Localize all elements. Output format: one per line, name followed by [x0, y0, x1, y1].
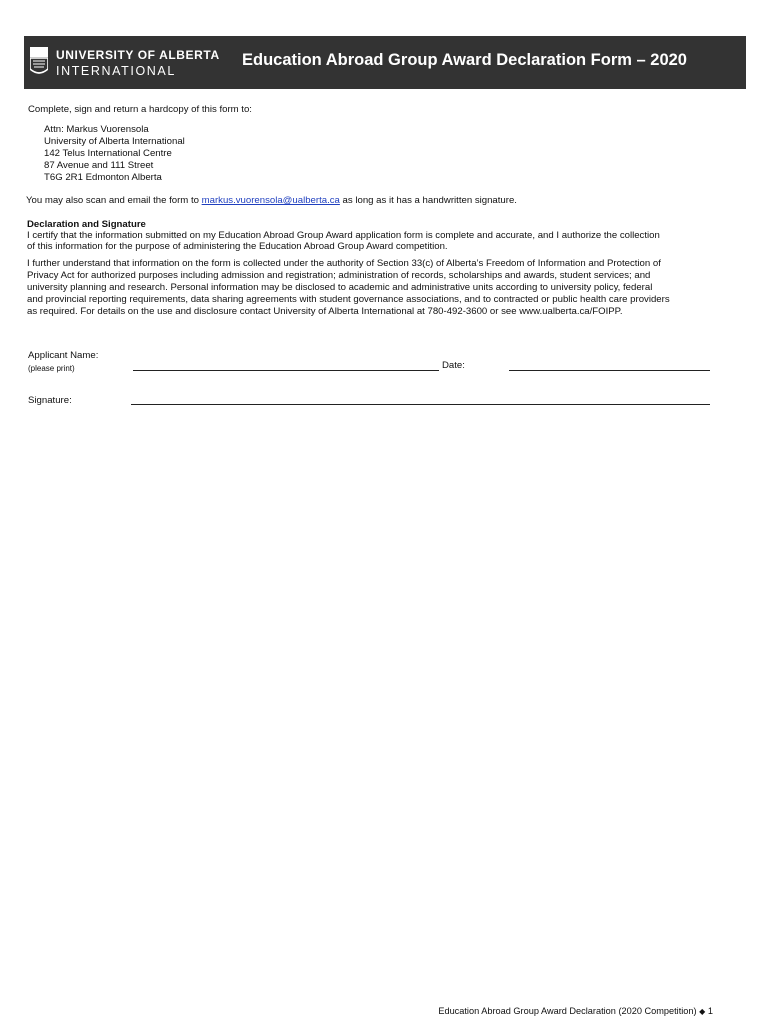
logo-text-university: UNIVERSITY OF ALBERTA [56, 48, 220, 62]
logo-text-international: INTERNATIONAL [56, 64, 176, 78]
applicant-name-field[interactable] [133, 370, 439, 371]
header-banner [24, 36, 746, 89]
applicant-name-label: Applicant Name: [28, 350, 99, 361]
signature-label: Signature: [28, 395, 72, 406]
declaration-para-line: I certify that the information submitted on my Education Abroad Group Award application form is complete and accurate, and I authorize the collection [27, 230, 660, 241]
address-line: Attn: Markus Vuorensola [44, 124, 149, 135]
applicant-name-hint: (please print) [28, 364, 75, 373]
email-suffix: as long as it has a handwritten signature. [339, 195, 517, 206]
address-line: T6G 2R1 Edmonton Alberta [44, 172, 162, 183]
declaration-para-line: of this information for the purpose of administering the Education Abroad Group Award competition. [27, 241, 448, 252]
email-instruction [26, 195, 517, 207]
page-footer [438, 1006, 713, 1016]
form-title: Education Abroad Group Award Declaration Form – 2020 [242, 51, 687, 69]
privacy-para-line: I further understand that information on the form is collected under the authority of Section 33(c) of Alberta’s Freedom of Information and Protection of [27, 258, 661, 269]
address-line: 87 Avenue and 111 Street [44, 160, 154, 171]
email-link[interactable]: markus.vuorensola@ualberta.ca [201, 195, 340, 206]
diamond-icon: ◆ [699, 1007, 706, 1016]
page-number: 1 [707, 1006, 713, 1016]
date-label: Date: [442, 360, 465, 371]
crest-icon [30, 47, 48, 77]
privacy-para-line: Privacy Act for authorized purposes including admission and registration; administration of records, scholarships and awards, student services; and [27, 270, 651, 281]
signature-field[interactable] [131, 404, 710, 405]
privacy-para-line: as required. For details on the use and disclosure contact University of Alberta International at 780-492-3600 or see www.ualberta.ca/FOIPP. [27, 306, 623, 317]
date-field[interactable] [509, 370, 710, 371]
address-line: University of Alberta International [44, 136, 185, 147]
footer-text: Education Abroad Group Award Declaration (2020 Competition) [438, 1006, 697, 1016]
privacy-para-line: and provincial reporting requirements, data sharing agreements with student governance associations, and to contracted or public health care providers [27, 294, 670, 305]
declaration-heading: Declaration and Signature [27, 219, 146, 230]
intro-text: Complete, sign and return a hardcopy of this form to: [28, 104, 252, 115]
email-prefix: You may also scan and email the form to [26, 195, 202, 206]
privacy-para-line: university planning and research. Personal information may be disclosed to academic and administrative units according to university policy, federal [27, 282, 653, 293]
address-line: 142 Telus International Centre [44, 148, 172, 159]
